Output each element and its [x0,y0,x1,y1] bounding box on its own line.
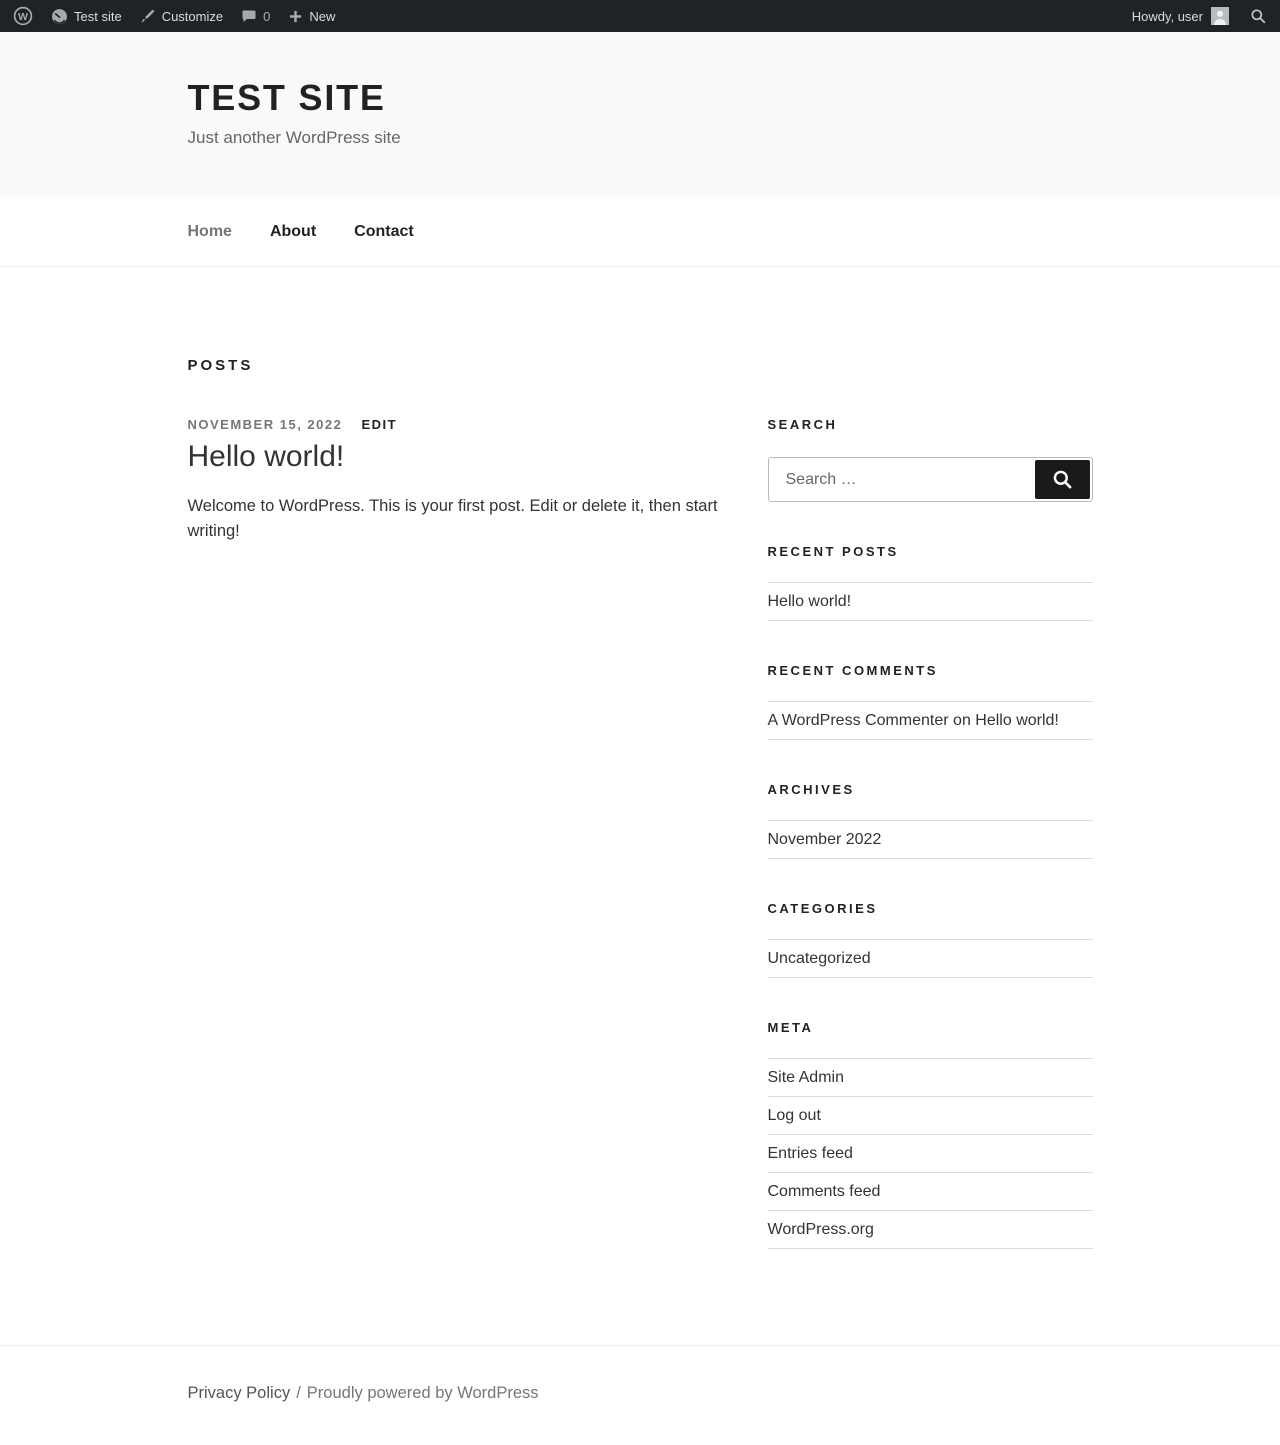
admin-bar-search-button[interactable] [1240,0,1276,32]
meta-comments-feed-link[interactable]: Comments feed [767,1183,881,1200]
posts-column [188,358,723,1249]
admin-bar-left [4,0,344,32]
meta-log-out-link[interactable]: Log out [767,1107,821,1124]
admin-bar-comments[interactable] [232,0,279,32]
avatar [1211,7,1229,25]
meta-site-admin-link[interactable]: Site Admin [767,1069,844,1086]
comment-post-link[interactable]: Hello world! [975,712,1059,729]
recent-posts-widget [768,545,1093,621]
categories-widget [768,902,1093,978]
search-submit-button[interactable] [1035,460,1090,499]
list-item [768,583,1093,621]
recent-post-link[interactable]: Hello world! [767,593,852,610]
meta-wordpress-org-link[interactable]: WordPress.org [767,1221,874,1238]
svg-text:W: W [18,11,28,24]
post-edit-link[interactable]: EDIT [361,417,398,432]
list-item [768,702,1093,740]
archive-link[interactable]: November 2022 [767,831,882,848]
recent-comments-widget [768,664,1093,740]
post-body: Welcome to WordPress. This is your first post. Edit or delete it, then start writing! [187,496,718,540]
admin-bar-customize[interactable] [131,0,232,32]
archives-widget [768,783,1093,859]
admin-bar-comments-count: 0 [263,8,271,24]
site-header [0,32,1280,197]
admin-bar-new[interactable] [279,0,344,32]
main-content [0,267,1280,1345]
customize-brush-icon [140,8,156,24]
admin-bar-customize-label: Customize [161,8,224,24]
admin-bar-right [1123,0,1276,32]
list-item [768,1135,1093,1173]
search-widget [768,418,1093,502]
dashboard-icon [51,8,68,25]
admin-bar-account[interactable] [1123,0,1238,32]
primary-navigation [0,197,1280,267]
admin-bar-site-name[interactable] [42,0,131,32]
archives-title: ARCHIVES [767,782,855,797]
site-footer [0,1345,1280,1445]
sidebar [768,418,1093,1249]
nav-item-home[interactable]: Home [187,222,232,240]
recent-comments-title: RECENT COMMENTS [767,663,938,678]
post-article [188,418,723,544]
site-tagline: Just another WordPress site [187,127,401,147]
categories-title: CATEGORIES [767,901,878,916]
comment-author-link[interactable]: A WordPress Commenter [767,712,949,729]
search-widget-title: SEARCH [767,417,838,432]
comment-connector: on [948,712,976,729]
search-form [768,457,1093,502]
admin-bar-site-name-label: Test site [74,8,122,24]
search-submit-icon [1052,469,1073,490]
nav-item-about[interactable]: About [269,222,317,240]
search-icon [1250,8,1266,24]
meta-entries-feed-link[interactable]: Entries feed [767,1145,853,1162]
posts-section-title: POSTS [187,357,254,374]
list-item [768,821,1093,859]
meta-widget [768,1021,1093,1249]
howdy-label: Howdy, user [1131,8,1203,24]
list-item [768,940,1093,978]
recent-posts-title: RECENT POSTS [767,544,899,559]
privacy-policy-link[interactable]: Privacy Policy [187,1384,291,1402]
nav-item-contact[interactable]: Contact [354,222,414,240]
category-link[interactable]: Uncategorized [767,950,871,967]
post-meta [188,418,723,431]
comments-bubble-icon [241,8,257,24]
plus-icon [288,9,303,24]
admin-bar [0,0,1280,32]
footer-separator: / [296,1384,301,1402]
powered-by-link[interactable]: Proudly powered by WordPress [306,1384,539,1402]
wordpress-logo-button[interactable] [4,0,42,32]
site-title[interactable]: TEST SITE [187,77,386,118]
list-item [768,1173,1093,1211]
post-title-link[interactable]: Hello world! [187,440,345,473]
admin-bar-new-label: New [309,8,336,24]
wordpress-logo-icon [13,6,33,26]
post-date-link[interactable]: NOVEMBER 15, 2022 [187,417,343,432]
list-item [768,1059,1093,1097]
list-item [768,1211,1093,1249]
meta-title: META [767,1020,814,1035]
list-item [768,1097,1093,1135]
